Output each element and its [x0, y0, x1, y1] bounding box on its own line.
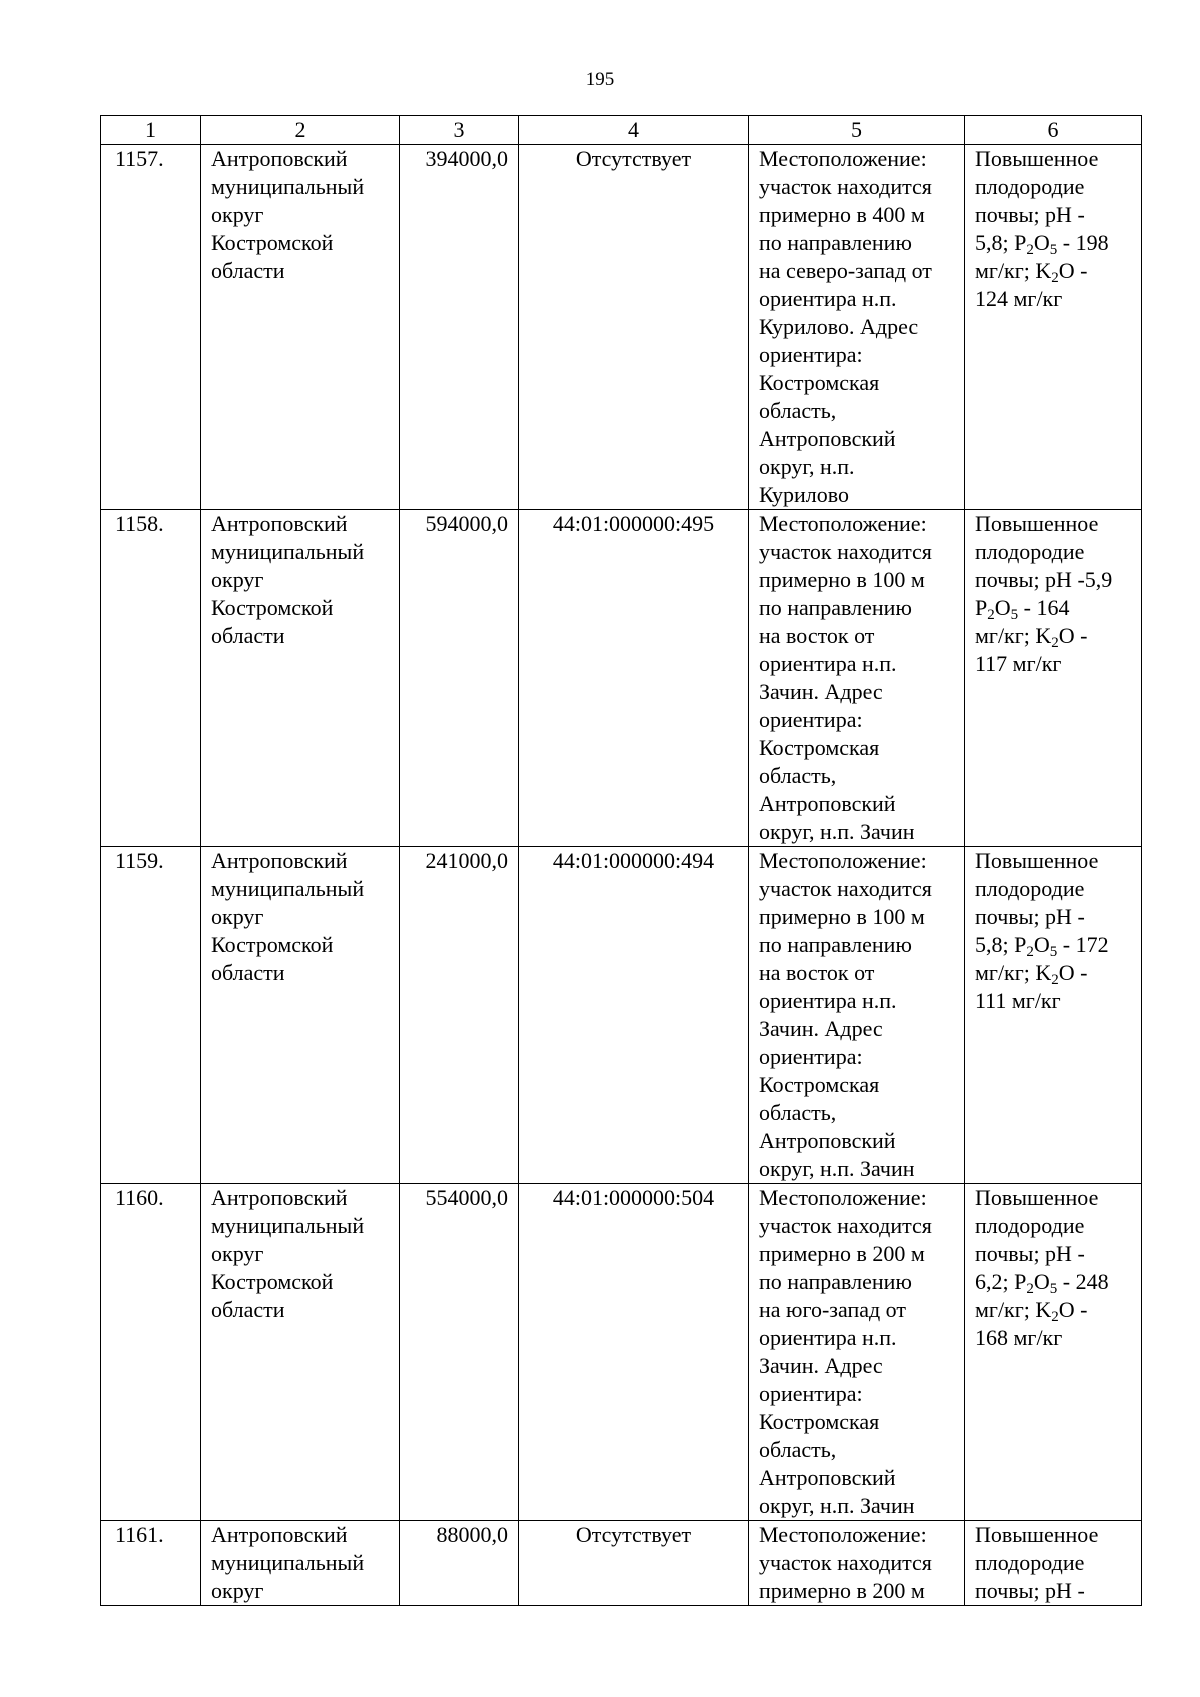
cadastral-number: Отсутствует — [575, 1522, 692, 1547]
area-value: 554000,0 — [425, 1185, 508, 1210]
soil-text: 5,8; P — [975, 230, 1027, 255]
location-line: участок находится — [759, 174, 932, 199]
cadastral-cell — [519, 847, 749, 1184]
soil-text: - 198 — [1057, 230, 1109, 255]
location-line: Курилово — [759, 482, 850, 507]
location-line: на восток от — [759, 960, 875, 985]
location-line: Зачин. Адрес — [759, 679, 883, 704]
cadastral-cell — [519, 145, 749, 510]
district-line: Костромской — [211, 230, 334, 255]
location-cell — [749, 1184, 965, 1521]
soil-line — [975, 538, 1131, 566]
location-line: Антроповский — [759, 426, 896, 451]
district-cell — [201, 1184, 400, 1521]
soil-line — [975, 145, 1131, 173]
cadastral-number: 44:01:000000:495 — [552, 511, 715, 536]
row-number: 1161. — [115, 1522, 164, 1547]
location-line: Зачин. Адрес — [759, 1353, 883, 1378]
soil-text: почвы; pH - — [975, 1241, 1085, 1266]
location-line: ориентира н.п. — [759, 651, 897, 676]
location-line: Антроповский — [759, 1465, 896, 1490]
soil-text: Повышенное — [975, 848, 1099, 873]
cadastral-cell — [519, 510, 749, 847]
district-line: округ — [211, 904, 264, 929]
location-line: округ, н.п. — [759, 454, 855, 479]
col-header-4: 4 — [519, 116, 749, 145]
location-line: на северо-запад от — [759, 258, 932, 283]
district-line: Костромской — [211, 932, 334, 957]
location-line: примерно в 200 м — [759, 1241, 925, 1266]
soil-text: 124 мг/кг — [975, 286, 1063, 311]
district-line: области — [211, 960, 285, 985]
location-line: примерно в 100 м — [759, 567, 925, 592]
table-body — [101, 145, 1142, 1606]
location-line: ориентира: — [759, 707, 863, 732]
soil-text: - 248 — [1057, 1269, 1109, 1294]
location-line: Костромская — [759, 370, 880, 395]
district-line: муниципальный — [211, 174, 365, 199]
location-line: область, — [759, 398, 837, 423]
district-line: области — [211, 623, 285, 648]
col-header-1: 1 — [101, 116, 201, 145]
soil-text: Повышенное — [975, 146, 1099, 171]
soil-subscript: 2 — [1051, 270, 1059, 286]
soil-text: - 172 — [1057, 932, 1109, 957]
soil-text: почвы; pH - — [975, 1578, 1085, 1603]
district-line: округ — [211, 1578, 264, 1603]
area-value: 594000,0 — [425, 511, 508, 536]
location-line: примерно в 200 м — [759, 1578, 925, 1603]
area-cell — [400, 145, 519, 510]
page-number: 195 — [585, 69, 615, 90]
location-line: примерно в 400 м — [759, 202, 925, 227]
location-line: участок находится — [759, 1550, 932, 1575]
soil-text: O - — [1058, 1297, 1088, 1322]
soil-text: O - — [1058, 258, 1088, 283]
district-line: округ — [211, 202, 264, 227]
row-number: 1159. — [115, 848, 164, 873]
district-line: Антроповский — [211, 848, 348, 873]
soil-subscript: 2 — [1026, 944, 1034, 960]
soil-text: 6,2; P — [975, 1269, 1027, 1294]
cadastral-number: 44:01:000000:494 — [552, 848, 715, 873]
soil-text: 111 мг/кг — [975, 988, 1061, 1013]
soil-line — [975, 959, 1131, 987]
soil-subscript: 5 — [1010, 607, 1019, 623]
soil-cell — [965, 145, 1142, 510]
row-number-cell — [101, 145, 201, 510]
location-line: по направлению — [759, 932, 912, 957]
district-line: муниципальный — [211, 1550, 365, 1575]
district-line: муниципальный — [211, 876, 365, 901]
soil-text: плодородие — [975, 1550, 1085, 1575]
soil-line — [975, 1521, 1131, 1549]
soil-text: плодородие — [975, 539, 1085, 564]
location-line: по направлению — [759, 595, 912, 620]
area-value: 88000,0 — [436, 1522, 508, 1547]
soil-text: мг/кг; K — [975, 960, 1052, 985]
soil-subscript: 2 — [1026, 242, 1034, 258]
soil-text: почвы; pH -5,9 — [975, 567, 1113, 592]
location-line: Местоположение: — [759, 511, 927, 536]
location-line: Местоположение: — [759, 1522, 927, 1547]
district-line: Антроповский — [211, 1522, 348, 1547]
soil-line — [975, 201, 1131, 229]
location-line: участок находится — [759, 539, 932, 564]
soil-text: O — [1033, 1269, 1050, 1294]
soil-text: O — [1033, 932, 1050, 957]
soil-line — [975, 285, 1131, 313]
location-line: участок находится — [759, 876, 932, 901]
soil-line — [975, 987, 1131, 1015]
soil-line — [975, 1577, 1131, 1605]
area-cell — [400, 1184, 519, 1521]
district-line: области — [211, 1297, 285, 1322]
soil-text: плодородие — [975, 876, 1085, 901]
col-header-5: 5 — [749, 116, 965, 145]
district-line: округ — [211, 567, 264, 592]
row-number-cell — [101, 1521, 201, 1606]
soil-line — [975, 566, 1131, 594]
location-line: область, — [759, 1437, 837, 1462]
row-number-cell — [101, 847, 201, 1184]
soil-text: 168 мг/кг — [975, 1325, 1063, 1350]
location-cell — [749, 847, 965, 1184]
area-cell — [400, 847, 519, 1184]
location-line: по направлению — [759, 230, 912, 255]
location-line: ориентира н.п. — [759, 286, 897, 311]
col-header-6: 6 — [965, 116, 1142, 145]
soil-text: Повышенное — [975, 511, 1099, 536]
soil-line — [975, 1296, 1131, 1324]
soil-line — [975, 847, 1131, 875]
row-number-cell — [101, 510, 201, 847]
row-number: 1157. — [115, 146, 164, 171]
location-line: область, — [759, 1100, 837, 1125]
soil-text: почвы; pH - — [975, 202, 1085, 227]
soil-line — [975, 1240, 1131, 1268]
location-cell — [749, 1521, 965, 1606]
location-line: по направлению — [759, 1269, 912, 1294]
district-line: области — [211, 258, 285, 283]
soil-line — [975, 650, 1131, 678]
col-header-3: 3 — [400, 116, 519, 145]
location-line: область, — [759, 763, 837, 788]
location-line: ориентира н.п. — [759, 988, 897, 1013]
soil-cell — [965, 510, 1142, 847]
cadastral-cell — [519, 1521, 749, 1606]
soil-text: мг/кг; K — [975, 623, 1052, 648]
soil-subscript: 2 — [1051, 1309, 1059, 1325]
soil-line — [975, 594, 1131, 622]
district-line: Антроповский — [211, 511, 348, 536]
location-line: Антроповский — [759, 791, 896, 816]
cadastral-cell — [519, 1184, 749, 1521]
area-cell — [400, 510, 519, 847]
district-line: муниципальный — [211, 1213, 365, 1238]
location-line: ориентира: — [759, 1381, 863, 1406]
soil-text: плодородие — [975, 174, 1085, 199]
col-header-2: 2 — [201, 116, 400, 145]
soil-line — [975, 510, 1131, 538]
location-cell — [749, 145, 965, 510]
soil-line — [975, 622, 1131, 650]
soil-subscript: 2 — [1051, 635, 1059, 651]
soil-text: Повышенное — [975, 1522, 1099, 1547]
location-line: Курилово. Адрес — [759, 314, 919, 339]
soil-text: мг/кг; K — [975, 1297, 1052, 1322]
district-cell — [201, 510, 400, 847]
location-line: на восток от — [759, 623, 875, 648]
soil-subscript: 2 — [1026, 1281, 1034, 1297]
soil-subscript: 5 — [1049, 944, 1058, 960]
area-value: 241000,0 — [425, 848, 508, 873]
land-plots-table — [100, 115, 1142, 1606]
location-line: примерно в 100 м — [759, 904, 925, 929]
soil-text: Повышенное — [975, 1185, 1099, 1210]
row-number-cell — [101, 1184, 201, 1521]
soil-subscript: 2 — [1051, 972, 1059, 988]
soil-text: - 164 — [1018, 595, 1070, 620]
soil-line — [975, 1549, 1131, 1577]
soil-cell — [965, 847, 1142, 1184]
location-line: ориентира н.п. — [759, 1325, 897, 1350]
soil-subscript: 5 — [1049, 1281, 1058, 1297]
soil-text: O — [1033, 230, 1050, 255]
area-cell — [400, 1521, 519, 1606]
soil-line — [975, 173, 1131, 201]
soil-line — [975, 229, 1131, 257]
row-number: 1158. — [115, 511, 164, 536]
table-row — [101, 847, 1142, 1184]
cadastral-number: Отсутствует — [575, 146, 692, 171]
soil-text: P — [975, 595, 988, 620]
district-cell — [201, 145, 400, 510]
soil-line — [975, 1184, 1131, 1212]
location-line: округ, н.п. Зачин — [759, 819, 915, 844]
soil-text: мг/кг; K — [975, 258, 1052, 283]
row-number: 1160. — [115, 1185, 164, 1210]
district-line: муниципальный — [211, 539, 365, 564]
soil-text: O — [994, 595, 1011, 620]
table-row — [101, 510, 1142, 847]
location-line: округ, н.п. Зачин — [759, 1493, 915, 1518]
soil-cell — [965, 1521, 1142, 1606]
soil-text: 117 мг/кг — [975, 651, 1062, 676]
soil-line — [975, 931, 1131, 959]
location-line: Костромская — [759, 735, 880, 760]
table-row — [101, 145, 1142, 510]
soil-line — [975, 1212, 1131, 1240]
soil-line — [975, 1268, 1131, 1296]
location-line: Местоположение: — [759, 1185, 927, 1210]
soil-text: 5,8; P — [975, 932, 1027, 957]
table-row — [101, 1184, 1142, 1521]
soil-line — [975, 875, 1131, 903]
location-line: ориентира: — [759, 1044, 863, 1069]
location-line: на юго-запад от — [759, 1297, 906, 1322]
soil-text: O - — [1058, 623, 1088, 648]
soil-text: плодородие — [975, 1213, 1085, 1238]
soil-line — [975, 1324, 1131, 1352]
location-line: участок находится — [759, 1213, 932, 1238]
district-line: Антроповский — [211, 146, 348, 171]
location-line: Антроповский — [759, 1128, 896, 1153]
soil-subscript: 2 — [987, 607, 995, 623]
soil-subscript: 5 — [1049, 242, 1058, 258]
location-cell — [749, 510, 965, 847]
area-value: 394000,0 — [425, 146, 508, 171]
district-cell — [201, 1521, 400, 1606]
district-line: Костромской — [211, 1269, 334, 1294]
location-line: ориентира: — [759, 342, 863, 367]
soil-cell — [965, 1184, 1142, 1521]
location-line: Костромская — [759, 1072, 880, 1097]
soil-line — [975, 903, 1131, 931]
district-line: Антроповский — [211, 1185, 348, 1210]
cadastral-number: 44:01:000000:504 — [552, 1185, 715, 1210]
soil-text: O - — [1058, 960, 1088, 985]
table-row — [101, 1521, 1142, 1606]
location-line: округ, н.п. Зачин — [759, 1156, 915, 1181]
district-line: округ — [211, 1241, 264, 1266]
district-line: Костромской — [211, 595, 334, 620]
soil-line — [975, 257, 1131, 285]
location-line: Зачин. Адрес — [759, 1016, 883, 1041]
location-line: Костромская — [759, 1409, 880, 1434]
location-line: Местоположение: — [759, 146, 927, 171]
district-cell — [201, 847, 400, 1184]
soil-text: почвы; pH - — [975, 904, 1085, 929]
header-row — [101, 116, 1142, 145]
location-line: Местоположение: — [759, 848, 927, 873]
